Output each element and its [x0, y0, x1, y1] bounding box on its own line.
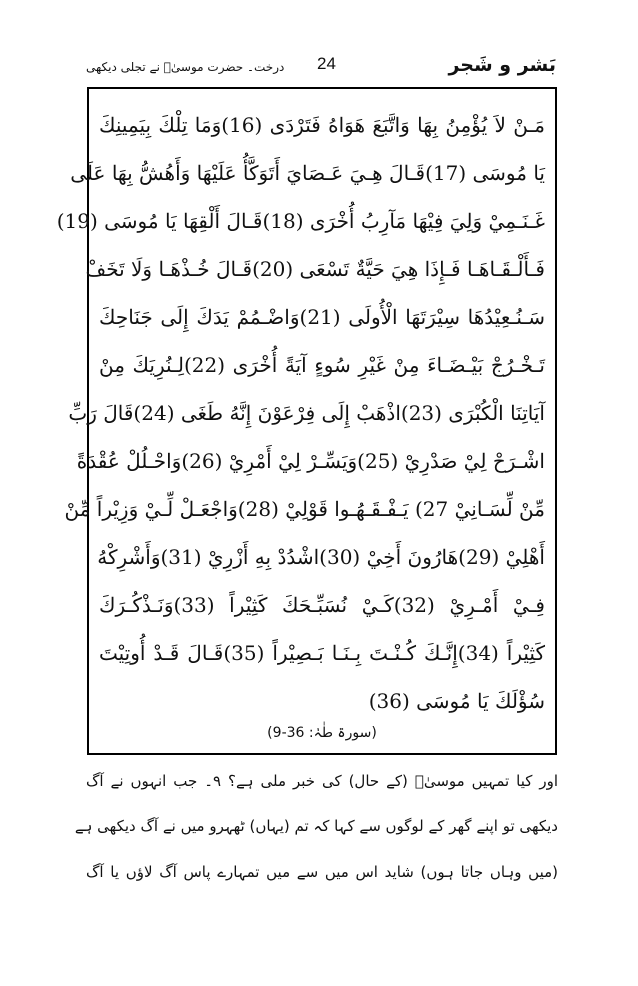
- verse-line: يَا مُوسَى (17)قَـالَ هِـيَ عَـصَايَ أَتَوَكَّأُ عَلَيْهَا وَأَهُشُّ بِهَا عَلَى: [70, 161, 545, 185]
- verse-line: تَـخْـرُجْ بَيْـضَـاءَ مِنْ غَيْرِ سُوءٍ آيَةً أُخْرَى (22)لِـنُرِيَكَ مِنْ: [99, 353, 545, 377]
- urdu-translation-line: اور کیا تمہیں موسیٰؑ (کے حال) کی خبر ملی ہے؟ ۹۔ جب انہوں نے آگ: [86, 772, 558, 790]
- page-number: 24: [317, 54, 336, 73]
- verse-line: كَثِيْراً (34)إِنَّـكَ كُـنْـتَ بِـنَـا بَـصِيْراً (35)قَـالَ قَـدْ أُوتِيْتَ: [99, 641, 545, 665]
- verse-line: فَـأَلْـقَـاهَـا فَـإِذَا هِيَ حَيَّةٌ تَسْعَى (20)قَـالَ خُـذْهَـا وَلَا تَخَفْ: [85, 257, 545, 281]
- page-header: [86, 54, 556, 84]
- verse-line: سُؤْلَكَ يَا مُوسَى (36): [368, 689, 545, 713]
- urdu-translation-line: (میں وہاں جاتا ہوں) شاید اس میں سے میں تمہارے پاس آگ لاؤں یا آگ: [86, 863, 558, 881]
- surah-citation: (سورۃ طٰہٰ: 36-9): [267, 725, 377, 741]
- verse-line: مَـنْ لاَ يُؤْمِنُ بِهَا وَاتَّبَعَ هَوَاهُ فَتَرْدَى (16)وَمَا تِلْكَ بِيَمِينِكَ: [99, 113, 545, 137]
- verse-line: أَهْلِيْ (29)هَارُونَ أَخِيْ (30)اشْدُدْ بِهِ أَزْرِيْ (31)وَأَشْرِكْهُ: [97, 545, 545, 569]
- book-title: بَشر و شَجر: [448, 54, 556, 76]
- verse-line: مِّنْ لِّسَـانِيْ 27) يَـفْـقَـهُـوا قَوْلِيْ (28)وَاجْعَـلْ لِّـيْ وَزِيْراً مِّنْ: [64, 497, 545, 521]
- verse-line: سَـنُـعِيْدُهَا سِيْرَتَهَا الْأُولَى (21)وَاضْـمُمْ يَدَكَ إِلَى جَنَاحِكَ: [99, 305, 545, 329]
- verse-line: اشْـرَحْ لِيْ صَدْرِيْ (25)وَيَسِّـرْ لِيْ أَمْرِيْ (26)وَاحْـلُلْ عُقْدَةً: [76, 449, 545, 473]
- verse-line: آيَاتِنَا الْكُبْرَى (23)اذْهَبْ إِلَى فِرْعَوْنَ إِنَّهُ طَغَى (24)قَالَ رَبِّ: [68, 401, 545, 425]
- verse-line: فِـيْ أَمْـرِيْ (32)كَـيْ نُسَبِّـحَكَ كَثِيْراً (33)وَنَـذْكُـرَكَ: [99, 593, 545, 617]
- urdu-translation-line: دیکھی تو اپنے گھر کے لوگوں سے کہا کہ تم (یہاں) ٹھہرو میں نے آگ دیکھی ہے: [74, 817, 558, 835]
- quran-verse-box: [56, 87, 557, 755]
- chapter-subtitle: درخت۔ حضرت موسیٰؑ نے تجلی دیکھی: [86, 60, 285, 74]
- verse-line: غَـنَـمِيْ وَلِيَ فِيْهَا مَآرِبُ أُخْرَى (18)قَـالَ أَلْقِهَا يَا مُوسَى (19): [56, 209, 545, 233]
